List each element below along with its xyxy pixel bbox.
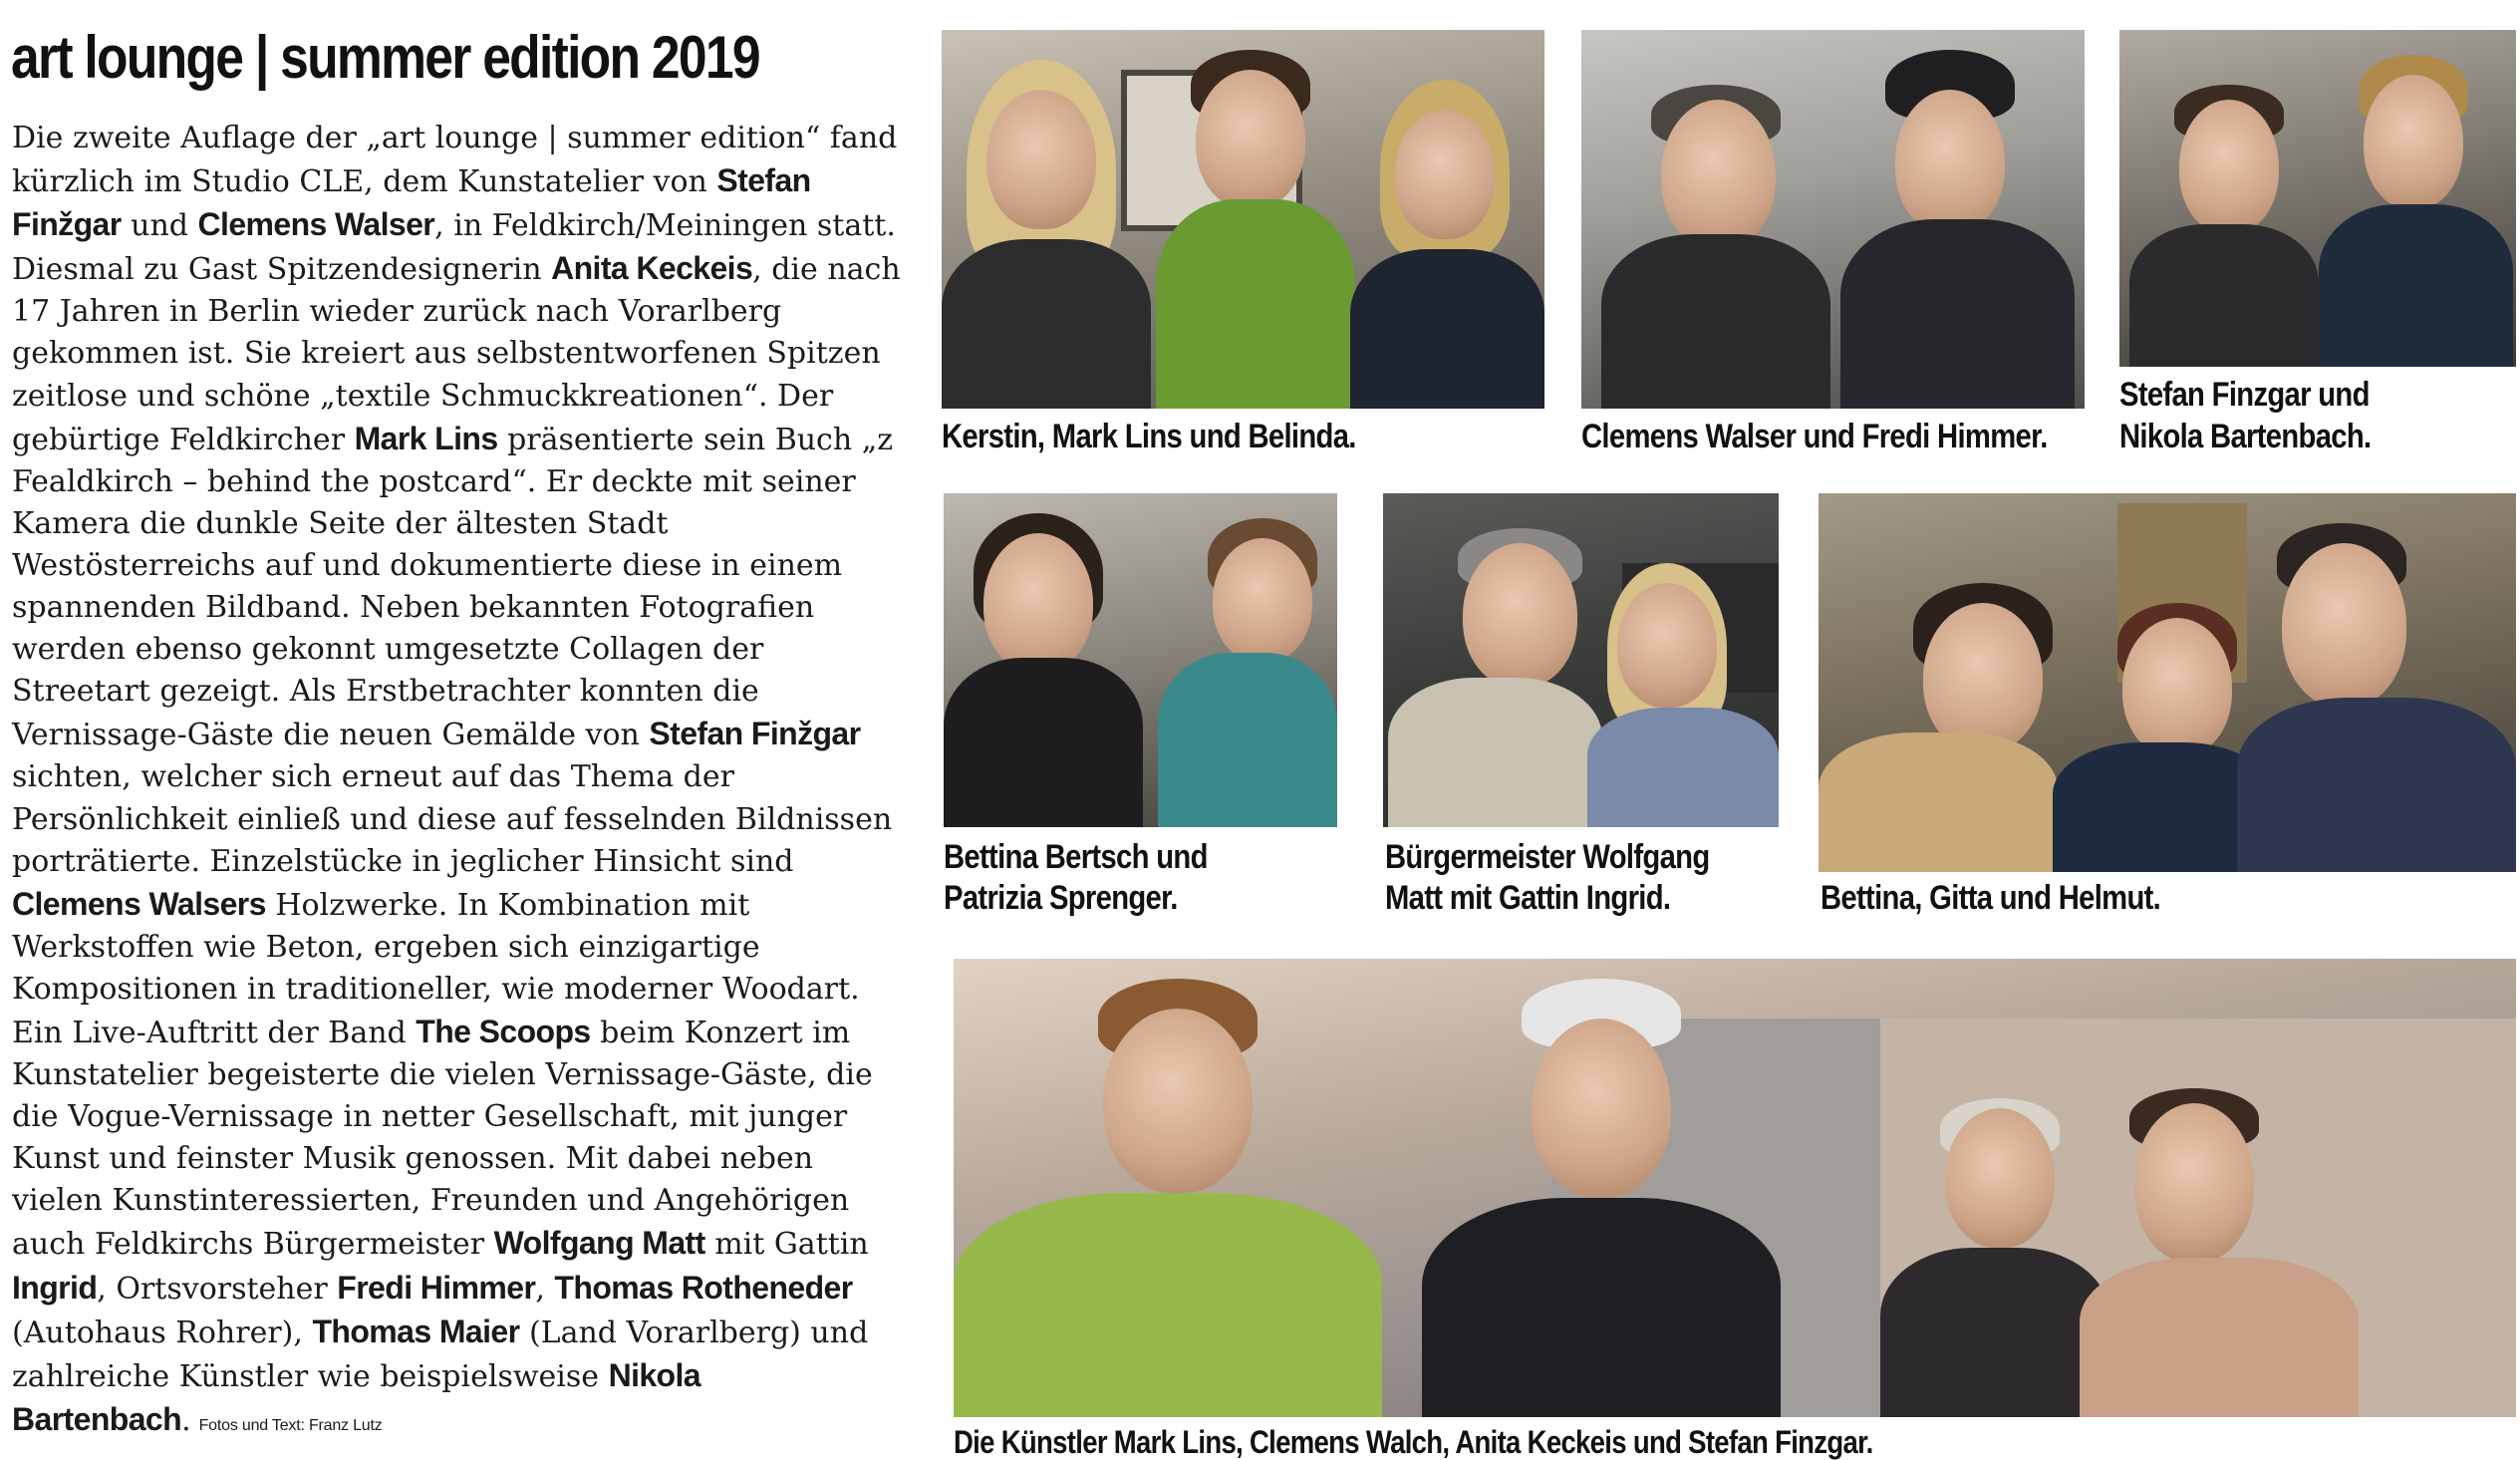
person-name: Thomas Maier (312, 1313, 520, 1349)
article-text: Holzwerke. In Kombination mit Werkstoffen wie Beton, ergeben sich einzigartige Kompositionen in traditioneller, wie moderner Woodart. Ein Live-Auftritt der Band (12, 887, 860, 1050)
article-text: , die nach 17 Jahren in Berlin wieder zurück nach Vorarlberg gekommen ist. Sie kreiert aus selbstentworfenen Spitzen zeitlose und schöne „textile Schmuckkreationen“. Der gebürtige Feldkircher (12, 252, 901, 457)
caption-photo5-line2: Matt mit Gattin Ingrid. (1385, 879, 1671, 917)
caption-photo7: Die Künstler Mark Lins, Clemens Walch, Anita Keckeis und Stefan Finzgar. (954, 1424, 1873, 1460)
article-text: . (181, 1402, 191, 1438)
caption-photo5-line1: Bürgermeister Wolfgang (1385, 838, 1710, 876)
person-name: Anita Keckeis (551, 250, 753, 287)
photo-wolfgang-ingrid (1383, 493, 1779, 827)
person-name: Wolfgang Matt (493, 1225, 705, 1262)
article-text: präsentierte sein Buch „z Fealdkirch – behind the postcard“. Er deckte mit seiner Kamera die dunkle Seite der ältesten Stadt Westösterreichs auf und dokumentierte diese in einem spannenden Bildband. Neben bekannten Fotografien werden ebenso gekonnt umgesetzte Collagen der Streetart gezeigt. Als Erstbetrachter konnten die Vernissage-Gäste die neuen Gemälde von (12, 422, 894, 753)
person-name: Stefan Finžgar (12, 162, 811, 243)
caption-photo3-line2: Nikola Bartenbach. (2119, 418, 2372, 455)
photo-bettina-gitta-helmut (1819, 493, 2516, 872)
band-name: The Scoops (416, 1013, 591, 1049)
person-name: Stefan Finžgar (649, 716, 861, 752)
caption-photo1: Kerstin, Mark Lins und Belinda. (942, 418, 1356, 455)
person-name: Ingrid (12, 1269, 98, 1306)
person-name: Thomas Rotheneder (554, 1269, 853, 1306)
photo-clemens-fredi (1581, 30, 2085, 409)
caption-photo6: Bettina, Gitta und Helmut. (1820, 879, 2161, 917)
article-body (12, 118, 909, 1447)
article-text: , Ortsvorsteher (97, 1271, 338, 1307)
person-name: Nikola Bartenbach (12, 1356, 700, 1437)
person-name: Fredi Himmer (337, 1269, 536, 1306)
article-text: sichten, welcher sich erneut auf das Thema der Persönlichkeit einließ und diese auf fesselnden Bildnissen porträtierte. Einzelstücke in jeglicher Hinsicht sind (12, 759, 893, 879)
photo-stefan-nikola (2119, 30, 2516, 367)
caption-photo4-line1: Bettina Bertsch und (944, 838, 1208, 876)
article-text: beim Konzert im Kunstatelier begeisterte die vielen Vernissage-Gäste, die die Vogue-Vernissage in netter Gesellschaft, mit junger Kunst und feinster Musik genossen. Mit dabei neben vielen Kunstinteressierten, Freunden und Angehörigen auch Feldkirchs Bürgermeister (12, 1015, 873, 1263)
photo-bettina-patrizia (944, 493, 1337, 827)
article-text: (Land Vorarlberg) und zahlreiche Künstler wie beispielsweise (12, 1314, 869, 1394)
article-text: (Autohaus Rohrer), (12, 1314, 313, 1350)
person-name: Mark Lins (354, 420, 498, 456)
article-paragraph (12, 118, 909, 1447)
article-text: , (535, 1271, 555, 1307)
photo-kerstin-mark-belinda (942, 30, 1544, 409)
article-text: Die zweite Auflage der „art lounge | summer edition“ fand kürzlich im Studio CLE, dem Kunstatelier von (12, 121, 898, 200)
headline: art lounge | summer edition 2019 (11, 24, 759, 91)
caption-photo2: Clemens Walser und Fredi Himmer. (1581, 418, 2048, 455)
person-name: Clemens Walser (197, 206, 435, 243)
article-text: und (121, 208, 198, 244)
person-name: Clemens Walsers (12, 885, 266, 922)
article-text: mit Gattin (704, 1227, 869, 1263)
caption-photo3-line1: Stefan Finzgar und (2119, 376, 2370, 414)
caption-photo4-line2: Patrizia Sprenger. (944, 879, 1178, 917)
photo-credit: Fotos und Text: Franz Lutz (198, 1416, 383, 1434)
photo-artists-group (954, 959, 2516, 1417)
article-text: , in Feldkirch/Meiningen statt. Diesmal zu Gast Spitzendesignerin (12, 208, 896, 288)
